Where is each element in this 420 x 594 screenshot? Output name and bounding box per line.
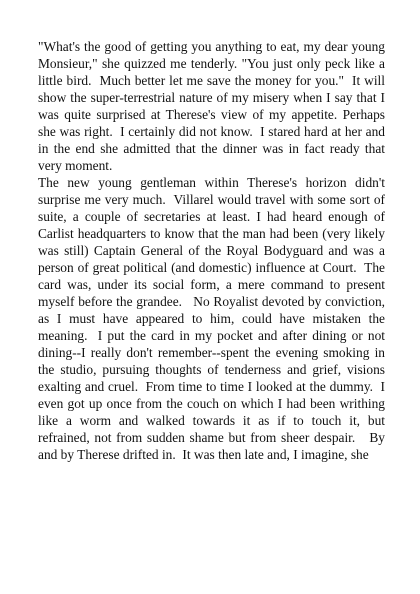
document-page	[38, 38, 389, 463]
paragraph-1: "What's the good of getting you anything to eat, my dear young Monsieur," she quizzed me tenderly. "You just only peck like a little bird. Much better let me save the money for you." It will show the super-terrestrial nature of my misery when I say that I was quite surprised at Therese's view of my appetite. Perhaps she was right. I certainly did not know. I stared hard at her and in the end she admitted that the dinner was in fact ready that very moment.	[38, 39, 389, 173]
paragraph-2: The new young gentleman within Therese's horizon didn't surprise me very much. Villarel would travel with some sort of suite, a couple of secretaries at least. I had heard enough of Carlist headquarters to know that the man had been (very likely was still) Captain General of the Royal Bodyguard and was a person of great political (and domestic) influence at Court. The card was, under its social form, a mere command to present myself before the grandee. No Royalist devoted by conviction, as I must have appeared to him, could have mistaken the meaning. I put the card in my pocket and after dining or not dining--I really don't remember--spent the evening smoking in the studio, pursuing thoughts of tenderness and grief, visions exalting and cruel. From time to time I looked at the dummy. I even got up once from the couch on which I had been writhing like a worm and walked towards it as if to touch it, but refrained, not from sudden shame but from sheer despair. By and by Therese drifted in. It was then late and, I imagine, she	[38, 175, 389, 462]
